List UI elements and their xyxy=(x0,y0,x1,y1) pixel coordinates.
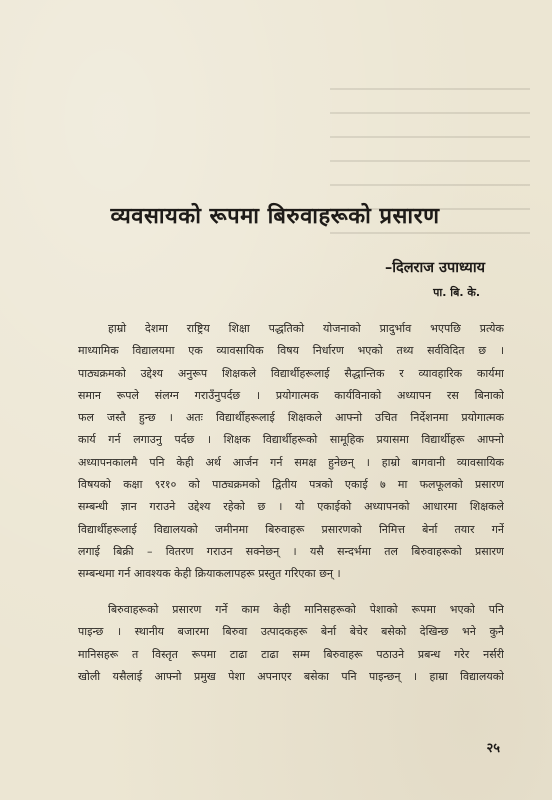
text-line: सम्बन्धमा गर्न आवश्यक केही क्रियाकलापहरू प्रस्तुत गरिएका छन् । xyxy=(78,567,341,581)
text-line: पाठ्यक्रमको उद्देश्य अनुरूप शिक्षकले विद्यार्थीहरूलाई सैद्धान्तिक र व्यावहारिक कार्यमा xyxy=(78,366,504,380)
text-line: माध्यामिक विद्यालयमा एक व्यावसायिक विषय निर्धारण भएको तथ्य सर्वविदित छ । xyxy=(78,344,504,358)
text-line: मानिसहरू त विस्तृत रूपमा टाढा टाढा सम्म बिरुवाहरू पठाउने प्रबन्ध गरेर नर्सरी xyxy=(78,647,504,661)
text-line: बिरुवाहरूको प्रसारण गर्ने काम केही मानिसहरूको पेशाको रूपमा भएको पनि xyxy=(108,603,504,616)
text-line: विषयको कक्षा ९र१० को पाठ्यक्रमको द्वितीय पत्रको एकाई ७ मा फलफूलको प्रसारण xyxy=(78,478,504,492)
text-line: कार्य गर्न लगाउनु पर्दछ । शिक्षक विद्यार्थीहरूको सामूहिक प्रयासमा विद्यार्थीहरू आफ्नो xyxy=(78,433,504,447)
text-line: हाम्रो देशमा राष्ट्रिय शिक्षा पद्धतिको योजनाको प्रादुर्भाव भएपछि प्रत्येक xyxy=(108,322,504,335)
paragraph-1 xyxy=(78,318,504,586)
author-name: –दिलराज उपाध्याय xyxy=(385,260,485,276)
author-affiliation: पा. बि. के. xyxy=(433,286,480,299)
text-line: लगाई बिक्री – वितरण गराउन सक्नेछन् । यसै सन्दर्भमा तल बिरुवाहरूको प्रसारण xyxy=(78,544,504,558)
text-line: सम्बन्धी ज्ञान गराउने उद्देश्य रहेको छ । यो एकाईको अध्यापनको आधारमा शिक्षकले xyxy=(78,500,504,514)
text-line: पाइन्छ । स्थानीय बजारमा बिरुवा उत्पादकहरू बेर्ना बेचेर बसेको देखिन्छ भने कुनै xyxy=(78,625,504,639)
text-line: फल जस्तै हुन्छ । अतः विद्यार्थीहरूलाई शिक्षकले आफ्नो उचित निर्देशनमा प्रयोगात्मक xyxy=(78,411,504,425)
article-title: व्यवसायको रूपमा बिरुवाहरूको प्रसारण xyxy=(110,204,440,229)
text-line: खोली यसैलाई आफ्नो प्रमुख पेशा अपनाएर बसेका पनि पाइन्छन् । हाम्रा विद्यालयको xyxy=(78,669,504,683)
text-line: अध्यापनकालमै पनि केही अर्थ आर्जन गर्न समक्ष हुनेछन् । हाम्रो बागवानी व्यावसायिक xyxy=(78,455,504,469)
paragraph-2 xyxy=(78,599,504,688)
page-number: २५ xyxy=(486,741,500,756)
text-line: समान रूपले संलग्न गराउँनुपर्दछ । प्रयोगात्मक कार्यविनाको अध्यापन रस बिनाको xyxy=(78,388,504,402)
text-line: विद्यार्थीहरूलाई विद्यालयको जमीनमा बिरुवाहरू प्रसारणको निमित्त बेर्ना तयार गर्ने xyxy=(78,522,504,536)
